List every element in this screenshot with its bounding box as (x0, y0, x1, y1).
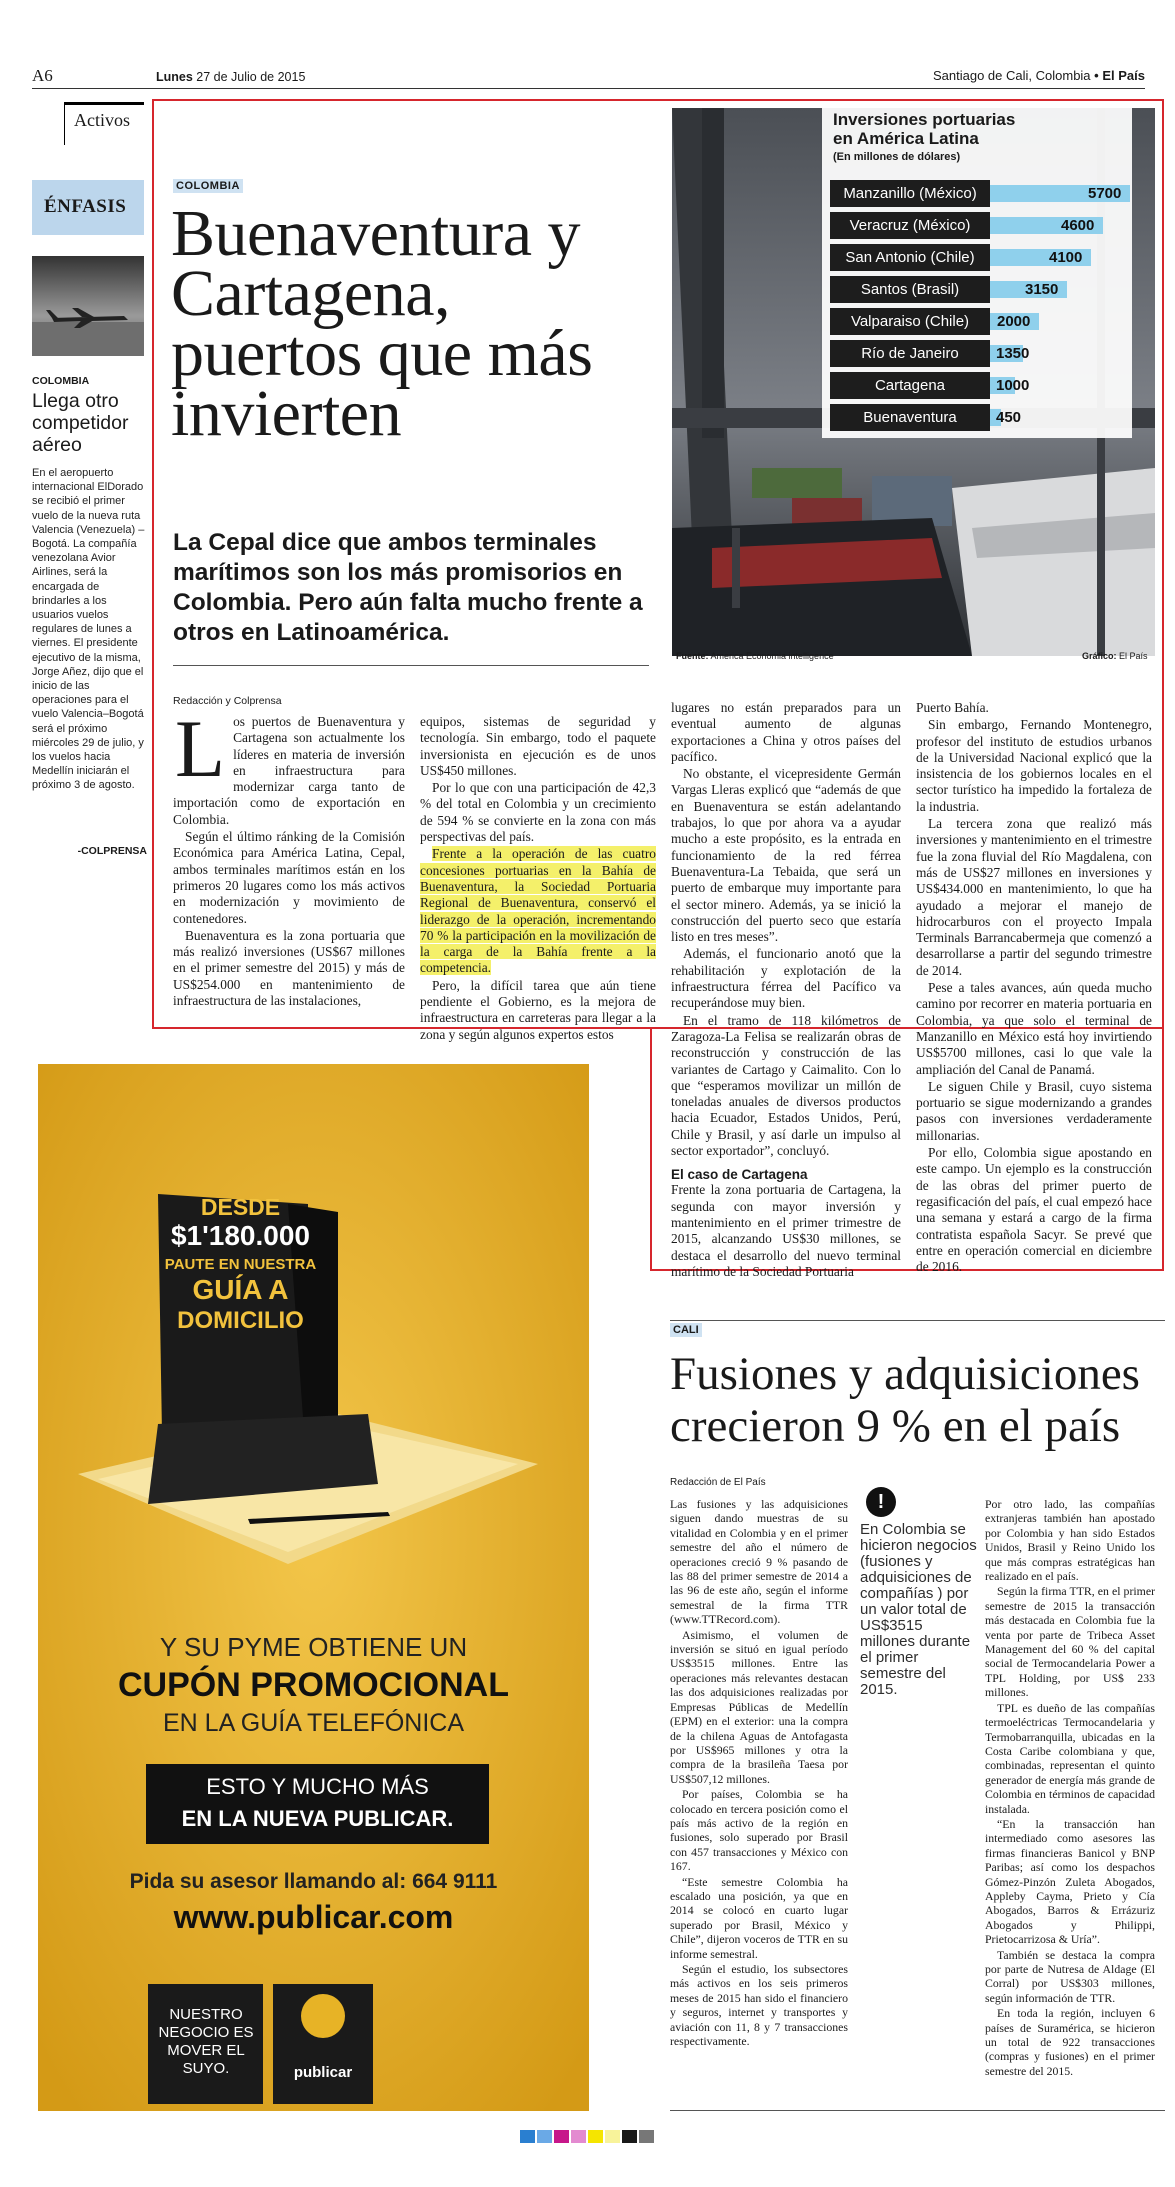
main-kicker: COLOMBIA (173, 179, 243, 193)
ad-slogan: NUESTRO NEGOCIO ES MOVER EL SUYO. (158, 2006, 254, 2077)
callout-icon: ! (866, 1487, 896, 1517)
ad-line2: CUPÓN PROMOCIONAL (118, 1666, 509, 1704)
publicar-ad[interactable] (38, 1064, 589, 2111)
second-bottom-rule (670, 2110, 1165, 2111)
color-swatch (520, 2130, 535, 2143)
date-rest: 27 de Julio de 2015 (196, 70, 306, 84)
chart-value-label: 1000 (996, 377, 1030, 394)
header-sep: • (1094, 68, 1099, 83)
chart-title-2: en América Latina (833, 129, 979, 148)
main-byline: Redacción y Colprensa (173, 695, 282, 707)
chart-bar-row (830, 244, 1135, 271)
main-subhead: El caso de Cartagena (671, 1167, 808, 1183)
second-byline: Redacción de El País (670, 1477, 766, 1488)
dek-rule (173, 665, 649, 666)
chart-value-label: 3150 (1025, 281, 1059, 298)
color-swatch (571, 2130, 586, 2143)
main-p3a: Buenaventura es la zona portuaria que más realizó inversiones (US$67 millones en el primer semestre del 2015) y más de US$254.000 en mantenimiento de infraestructura de las instalaciones, (173, 927, 405, 1009)
color-registration-strip (520, 2130, 656, 2148)
chart-bar-row (830, 340, 1135, 367)
second-c3p5: También se destaca la compra por parte de Nutresa de Aldage (El Corral) por US$303 millones, según información de TTR. (985, 1947, 1155, 2005)
main-col-1 (173, 703, 405, 1010)
main-p9: En el tramo de 118 kilómetros de Zaragoza-La Felisa se realizarán obras de reconstrucción y construcción de las variantes de Cartago y Caimalito. Con lo que “esperamos movilizar un millón de toneladas anuales de diversos productos hacia Ecuador, Estados Unidos, Perú, Chile y Brasil, y así darle un impulso al sector exportador”, concluyó. (671, 1012, 901, 1159)
second-c1p5: Según el estudio, los subsectores más activos en los seis primeros meses de 2015 han sido el financiero y seguros, internet y transportes y aviación con 11, 8 y 7 transacciones respectivamente. (670, 1962, 848, 2049)
chart-value-label: 450 (996, 409, 1022, 426)
date-day: Lunes (156, 70, 193, 84)
second-c3p1: Por otro lado, las compañías extranjeras también han apostado por Colombia y han sido Estados Unidos, Brasil y Reino Unido los que más compras estratégicas han realizado en el país. (985, 1497, 1155, 1584)
chart-category-label: Manzanillo (México) (830, 180, 990, 207)
main-dek: La Cepal dice que ambos terminales marítimos son los más promisorios en Colombia. Pero aún falta mucho frente a otros en Latinoamérica. (173, 529, 643, 646)
color-swatch (588, 2130, 603, 2143)
publicar-logo-icon (301, 1994, 345, 2038)
chart-bar-row (830, 212, 1135, 239)
ad-box-line2: EN LA NUEVA PUBLICAR. (181, 1806, 454, 1831)
chart-bar-row (830, 372, 1135, 399)
chart-credit-text: El País (1119, 651, 1148, 661)
main-p3b: equipos, sistemas de seguridad y tecnología. Sin embargo, todo el paquete inversionista en ejecución es de unos US$450 millones. (420, 714, 656, 778)
chart-category-label: Cartagena (830, 372, 990, 399)
main-p4: Por lo que con una participación de 42,3 % del total en Colombia y un crecimiento de 594 % se convierte en la zona con más perspectivas del país. (420, 780, 656, 845)
ad-call: Pida su asesor llamando al: 664 9111 (129, 1870, 498, 1893)
color-swatch (605, 2130, 620, 2143)
chart-value-label: 2000 (997, 313, 1031, 330)
enfasis-label: ÉNFASIS (44, 196, 127, 217)
second-kicker: CALI (670, 1323, 702, 1337)
second-c3p6: En toda la región, incluyen 6 países de Suramérica, se hicieron un total de 922 transacciones (compras y fusiones) en el primer semestre del 2015. (985, 2006, 1155, 2078)
main-p5 (420, 846, 656, 976)
chart-bars (830, 180, 1135, 436)
chart-credit (1082, 651, 1148, 661)
main-col-2 (420, 714, 656, 1044)
chart-category-label: Río de Janeiro (830, 340, 990, 367)
main-p13: Pese a tales avances, aún queda mucho camino por recorrer en materia portuaria en Colombia, ya que solo el terminal de Manzanillo en México está hoy invirtiendo US$5700 millones, casi lo que vale la ampliación del Canal de Panamá. (916, 980, 1152, 1077)
chart-bar-row (830, 404, 1135, 431)
main-headline: Buenaventura y Cartagena, puertos que más invierten (171, 197, 593, 450)
second-headline: Fusiones y adquisiciones crecieron 9 % en el país (670, 1348, 1140, 1452)
ad-box-line1: ESTO Y MUCHO MÁS (206, 1774, 429, 1799)
second-callout: En Colombia se hicieron negocios (fusiones y adquisiciones de compañías ) por un valor total de US$3515 millones durante el primer semestre del 2015. (860, 1521, 977, 1698)
main-p10a: Frente la zona portuaria de Cartagena, la segunda con mayor inversión y mantenimiento en el primer trimestre de 2015, alcanzando US$30 millones, se destaca el desarrollo del nuevo terminal marítimo de la Sociedad Portuaria (671, 1182, 901, 1279)
chart-category-label: San Antonio (Chile) (830, 244, 990, 271)
main-p6b: lugares no están preparados para un eventual aumento de algunas exportaciones a China y otros países del pacífico. (671, 700, 901, 764)
second-c1p3: Por países, Colombia se ha colocado en tercera posición como el país más activo de la región en fusiones, solo superado por Brasil con 457 transacciones y México con 167. (670, 1787, 848, 1874)
chart-value-label: 5700 (1088, 185, 1122, 202)
chart-bar-row (830, 308, 1135, 335)
sidebar-body: En el aeropuerto internacional ElDorado se recibió el primer vuelo de la nueva ruta Valencia (Venezuela) –Bogotá. La compañía venezolana Avior Airlines, será la encargada de brindarles a los usuarios vuelos regulares de lunes a viernes. El presidente ejecutivo de la misma, Jorge Añez, dijo que el inicio de las operaciones para el vuelo Valencia–Bogotá será el próximo miércoles 29 de julio, y los vuelos hacia Medellín iniciarán el próximo 3 de agosto. (32, 467, 145, 792)
header-city: Santiago de Cali, Colombia (933, 68, 1091, 83)
sidebar-tag: COLOMBIA (32, 375, 90, 387)
ad-line3: EN LA GUÍA TELEFÓNICA (162, 1709, 465, 1737)
chart-category-label: Veracruz (México) (830, 212, 990, 239)
main-p7: No obstante, el vicepresidente Germán Vargas Lleras explicó que “además de que en Buenaventura se están adelantando trabajos, lo que por ahora va a ayudar mucho a este propósito, es la entrada en funcionamiento de la red férrea Buenaventura-La Tebaida, que será un puerto de embarque muy importante para el sector minero. Además, ya se inició la construcción del puerto seco que estaría listo en tres meses”. (671, 766, 901, 945)
chart-value-label: 4100 (1049, 249, 1083, 266)
ad-domicilio: DOMICILIO (177, 1307, 304, 1334)
chart-value-label: 4600 (1061, 217, 1095, 234)
color-swatch (537, 2130, 552, 2143)
highlighted-quote: Frente a la operación de las cuatro concesiones portuarias en la Bahía de Buenaventura, la Sociedad Portuaria Regional de Buenaventura, conservó el liderazgo de la operación, incrementando 70 % la participación en la movilización de la carga de la Bahía frente a la competencia. (420, 846, 656, 976)
chart-bar-row (830, 276, 1135, 303)
main-p12: La tercera zona que realizó más inversiones y mantenimiento en el trimestre fue la zona fluvial del Río Magdalena, con más de US$27 millones en inversiones y US$434.000 en mantenimiento, lo que ha ayudado a mejorar el manejo de hidrocarburos con el proyecto Impala Terminals Barrancabermeja que comenzó a desarrollarse a partir del segundo trimestre de 2014. (916, 816, 1152, 978)
chart-value-label: 1350 (996, 345, 1030, 362)
ad-guia: GUÍA A (192, 1274, 289, 1305)
main-p11: Sin embargo, Fernando Montenegro, profesor del instituto de estudios urbanos de la Universidad Nacional explicó que la insistencia de los gobiernos locales en el sector turístico ha impedido la fortaleza de la industria. (916, 717, 1152, 814)
sidebar-title: Llega otro competidor aéreo (32, 390, 129, 456)
main-p14: Le siguen Chile y Brasil, cuyo sistema portuario se sigue modernizando a grandes pasos con inversiones verdaderamente millonarias. (916, 1078, 1152, 1143)
main-col-3 (671, 700, 901, 1281)
main-p15: Por ello, Colombia sigue apostando en este campo. Un ejemplo es la construcción de las obras del primer puerto de regasificación del país, el cual empezó hace una semana y estará a cargo de la firma contratista española Sacyr. Se prevé que entre en operación comercial en diciembre de 2016. (916, 1145, 1152, 1275)
chart-source-label: Fuente: (676, 651, 709, 661)
main-p2: Según el último ránking de la Comisión Económica para América Latina, Cepal, ambos terminales marítimos están en los primeros 20 lugares como los más activos en modernización y movimiento de contenedores. (173, 829, 405, 926)
main-p1: os puertos de Buenaventura y Cartagena son actualmente los líderes en materia de inversión en infraestructura para modernizar carga tanto de importación como de exportación en Colombia. (173, 714, 405, 827)
header-right (933, 68, 1145, 83)
chart-category-label: Valparaiso (Chile) (830, 308, 990, 335)
airplane-photo (32, 256, 144, 356)
chart-bar-row (830, 180, 1135, 207)
chart-category-label: Santos (Brasil) (830, 276, 990, 303)
main-p8: Además, el funcionario anotó que la rehabilitación y explotación de la infraestructura férrea del Pacífico va recuperándose muy bien. (671, 946, 901, 1011)
second-col-1 (670, 1497, 848, 2049)
chart-credit-label: Gráfico: (1082, 651, 1117, 661)
sidebar-credit: -COLPRENSA (77, 845, 147, 857)
second-c1p4: “Este semestre Colombia ha escalado una posición, ya que en 2014 se colocó en cuarto lugar superado por Brasil, México y Chile”, dijeron voceros de TTR en su informe semestral. (670, 1874, 848, 1961)
color-swatch (622, 2130, 637, 2143)
header-paper: El País (1102, 68, 1145, 83)
sidebar-photo (32, 256, 144, 356)
ad-desde: DESDE (200, 1194, 281, 1220)
color-swatch (554, 2130, 569, 2143)
chart-title-1: Inversiones portuarias (833, 110, 1016, 129)
ad-line1: Y SU PYME OBTIENE UN (159, 1632, 468, 1662)
second-c1p1: Las fusiones y las adquisiciones siguen dando muestras de su vitalidad en Colombia y en el primer semestre del año el número de operaciones creció 9 % pasando de las 88 del primer semestre de 2014 a las 96 de este año, según el informe semestral de la firma TTR (www.TTRecord.com). (670, 1497, 848, 1627)
ad-price: $1'180.000 (170, 1220, 310, 1251)
chart-source-text: America Economia intelligence (710, 651, 834, 661)
page-number: A6 (32, 66, 53, 85)
ad-paute: PAUTE EN NUESTRA (164, 1256, 317, 1273)
main-p6a: Pero, la difícil tarea que aún tiene pendiente el Gobierno, es la mejora de infraestructura en carreteras para llegar a la zona y según algunos expertos estos (420, 977, 656, 1042)
second-c3p4: “En la transacción han intermediado como asesores las firmas financieras Banicol y BNP Paribas; así como los despachos Gómez-Pinzón Zuleta Abogados, Appleby Cayma, Prieto y Cía Abogados, Barros & Errázuriz Abogados y Philippi, Prietocarrizosa & Uría”. (985, 1816, 1155, 1947)
second-col-3 (985, 1497, 1155, 2079)
dropcap: L (175, 703, 226, 794)
second-c1p2: Asimismo, el volumen de inversión se situó en igual período US$3515 millones. Entre las operaciones más relevantes destacan las dos adquisiciones realizadas por Empresas Públicas de Medellín (EPM) en el exterior: una la compra de la chilena Aguas de Antofagasta por US$965 millones y otra la compra de la brasileña Taesa por US$507,12 millones. (670, 1627, 848, 1786)
date-line (156, 70, 305, 84)
header-rule (32, 88, 1145, 89)
ad-brand: publicar (293, 2064, 353, 2081)
main-p10b: Puerto Bahía. (916, 700, 989, 715)
second-c3p3: TPL es dueño de las compañías termoeléctricas Termocandelaria y Termobarranquilla, ubicadas en la Costa Caribe colombiana y que, combinadas, representan el quinto generador de energía más grande de Colombia en términos de capacidad instalada. (985, 1700, 1155, 1816)
chart-subtitle: (En millones de dólares) (833, 151, 961, 163)
chart-category-label: Buenaventura (830, 404, 990, 431)
section-label: Activos (74, 110, 130, 130)
ad-url[interactable]: www.publicar.com (173, 1899, 454, 1935)
color-swatch (639, 2130, 654, 2143)
second-c3p2: Según la firma TTR, en el primer semestre de 2015 la transacción más destacada en Colombia fue la venta por parte de Tribeca Asset Management del 60 % del capital social de Termocandelaria Power a TPL Holding, por US$ 233 millones. (985, 1584, 1155, 1700)
main-col-4 (916, 700, 1152, 1276)
second-top-rule (670, 1320, 1165, 1321)
chart-source (676, 651, 834, 661)
